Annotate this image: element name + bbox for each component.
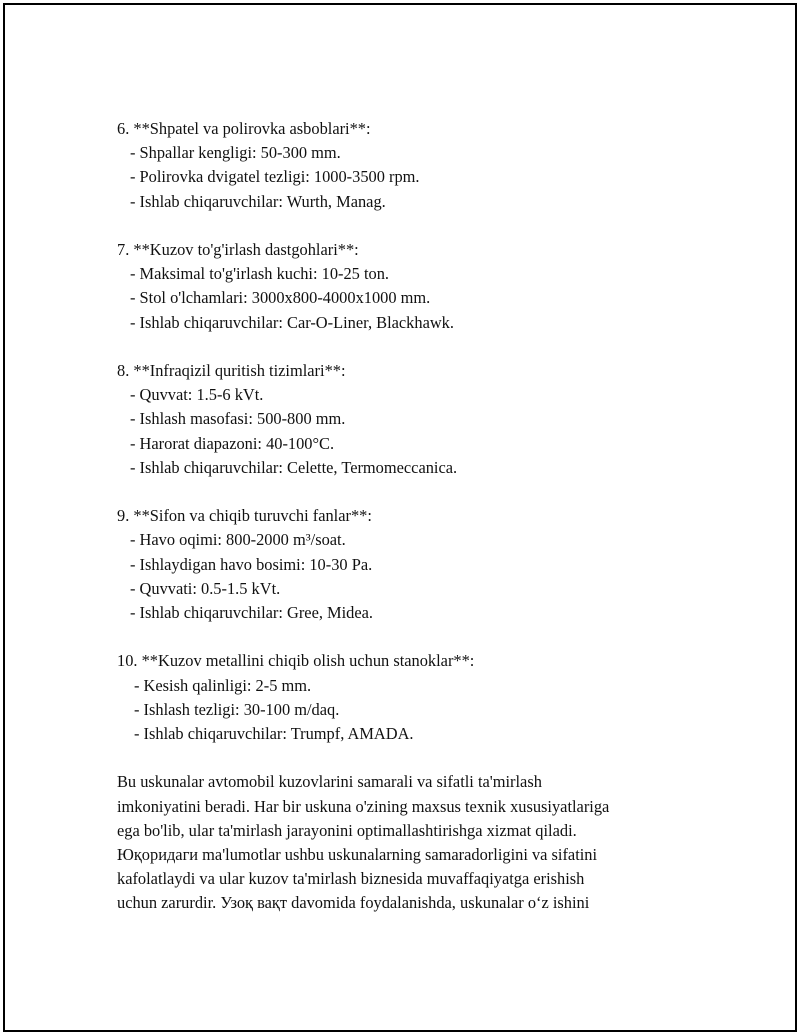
list-item: - Shpallar kengligi: 50-300 mm. bbox=[130, 143, 341, 163]
closing-paragraph bbox=[117, 770, 687, 915]
list-item: - Ishlab chiqaruvchilar: Car-O-Liner, Blackhawk. bbox=[130, 312, 454, 332]
list-item: - Ishlab chiqaruvchilar: Gree, Midea. bbox=[130, 603, 374, 623]
section-6-spatulas-polishing bbox=[117, 117, 697, 214]
list-item: - Ishlab chiqaruvchilar: Trumpf, AMADA. bbox=[134, 724, 414, 744]
paragraph-line: imkoniyatini beradi. Har bir uskuna o'zining maxsus texnik xususiyatlariga bbox=[117, 796, 610, 816]
list-item: - Stol o'lchamlari: 3000x800-4000x1000 mm. bbox=[130, 288, 431, 308]
paragraph-line: Bu uskunalar avtomobil kuzovlarini samarali va sifatli ta'mirlash bbox=[117, 772, 542, 792]
list-item: - Quvvati: 0.5-1.5 kVt. bbox=[130, 578, 281, 598]
paragraph-line: Юқоридаги ma'lumotlar ushbu uskunalarning samaradorligini va sifatini bbox=[117, 845, 598, 865]
list-item: - Ishlaydigan havo bosimi: 10-30 Pa. bbox=[130, 554, 373, 574]
list-item: - Ishlab chiqaruvchilar: Celette, Termomeccanica. bbox=[130, 457, 458, 477]
section-7-body-straightening bbox=[117, 238, 697, 335]
list-item: - Ishlash masofasi: 500-800 mm. bbox=[130, 409, 346, 429]
section-heading: 8. **Infraqizil quritish tizimlari**: bbox=[117, 361, 346, 380]
list-item: - Kesish qalinligi: 2-5 mm. bbox=[134, 675, 312, 695]
document-body bbox=[117, 117, 697, 916]
section-heading: 9. **Sifon va chiqib turuvchi fanlar**: bbox=[117, 506, 372, 526]
section-heading: 6. **Shpatel va polirovka asboblari**: bbox=[117, 119, 371, 138]
list-item: - Havo oqimi: 800-2000 m³/soat. bbox=[130, 530, 346, 550]
list-item: - Maksimal to'g'irlash kuchi: 10-25 ton. bbox=[130, 264, 390, 284]
list-item: - Polirovka dvigatel tezligi: 1000-3500 rpm. bbox=[130, 167, 420, 187]
paragraph-line: ega bo'lib, ular ta'mirlash jarayonini optimallashtirishga xizmat qiladi. bbox=[117, 820, 577, 840]
list-item: - Quvvat: 1.5-6 kVt. bbox=[130, 385, 264, 405]
list-item: - Ishlash tezligi: 30-100 m/daq. bbox=[134, 699, 340, 719]
list-item: - Harorat diapazoni: 40-100°C. bbox=[130, 433, 335, 453]
paragraph-line: uchun zarurdir. Узоқ вақт davomida foydalanishda, uskunalar o‘z ishini bbox=[117, 893, 590, 913]
section-10-metal-cutting-machines bbox=[117, 649, 697, 746]
section-heading: 7. **Kuzov to'g'irlash dastgohlari**: bbox=[117, 240, 359, 259]
section-8-infrared-drying bbox=[117, 359, 697, 480]
list-item: - Ishlab chiqaruvchilar: Wurth, Manag. bbox=[130, 191, 386, 211]
section-9-extraction-fans bbox=[117, 504, 697, 625]
section-heading: 10. **Kuzov metallini chiqib olish uchun stanoklar**: bbox=[117, 651, 475, 671]
paragraph-line: kafolatlaydi va ular kuzov ta'mirlash biznesida muvaffaqiyatga erishish bbox=[117, 869, 585, 889]
